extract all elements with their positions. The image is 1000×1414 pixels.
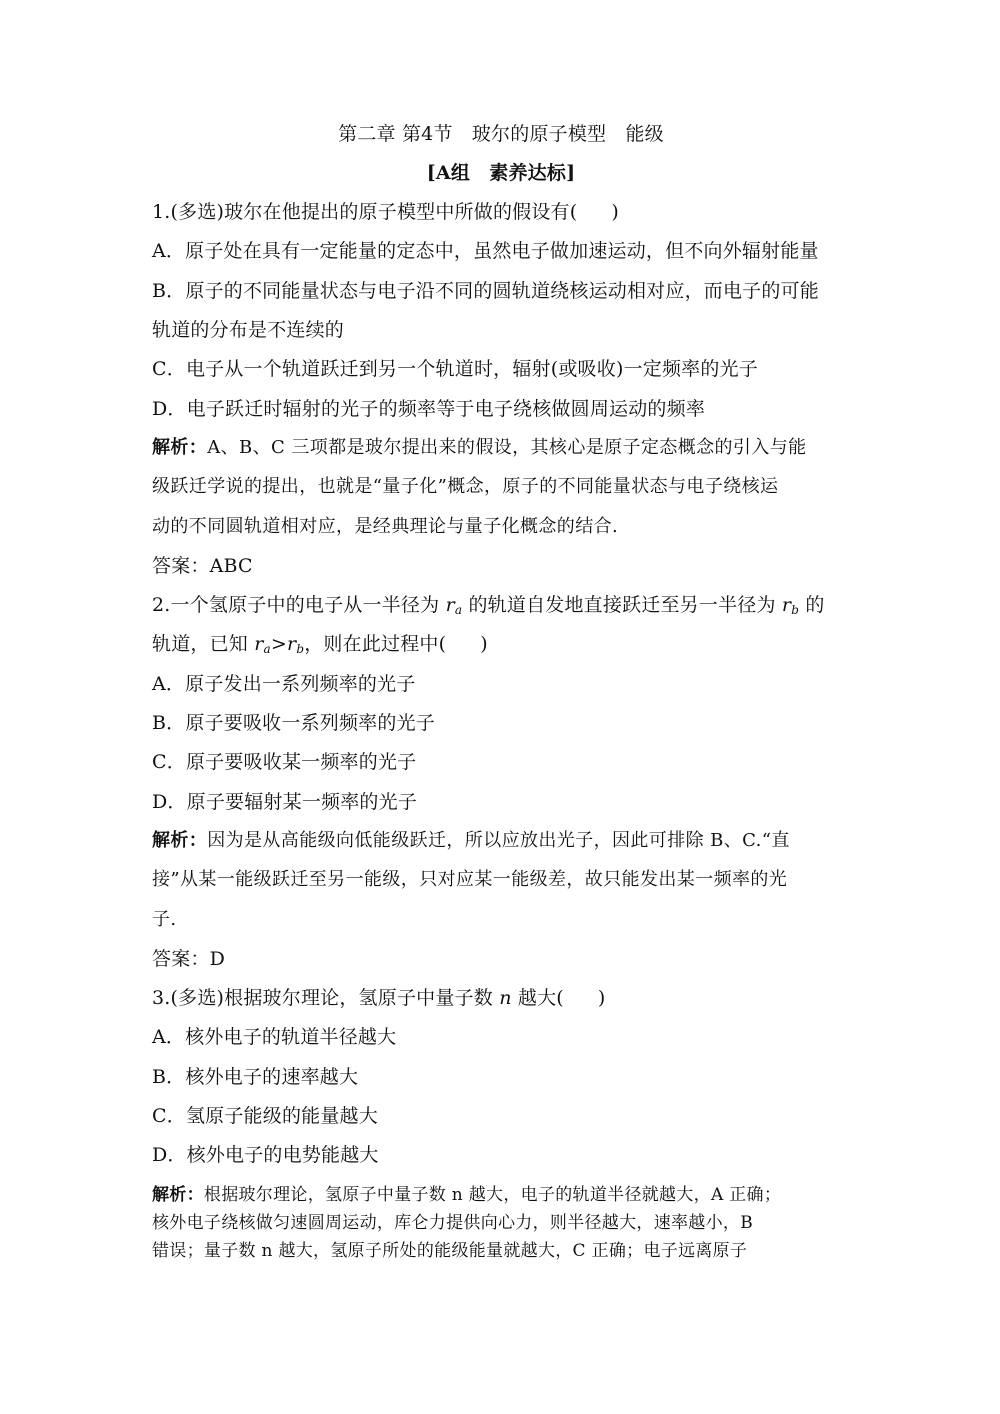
- radius-b-subscript: b: [791, 603, 800, 617]
- question-text: 的轨道自发地直接跃迁至另一半径为: [462, 594, 782, 616]
- question-2-analysis-line-3: 子.: [152, 909, 177, 930]
- question-3-option-d: D．核外电子的电势能越大: [152, 1144, 379, 1166]
- question-2-option-d: D．原子要辐射某一频率的光子: [152, 791, 418, 813]
- question-3-analysis-line-2: 核外电子绕核做匀速圆周运动，库仑力提供向心力，则半径越大，速率越小，B: [152, 1213, 753, 1233]
- question-number: 2.: [152, 594, 171, 616]
- question-2-answer: [152, 947, 225, 971]
- question-2-option-a: A．原子发出一系列频率的光子: [152, 673, 416, 695]
- question-1-analysis-line-2: 级跃迁学说的提出，也就是“量子化”概念，原子的不同能量状态与电子绕核运: [152, 476, 779, 497]
- question-1-option-d: D．电子跃迁时辐射的光子的频率等于电子绕核做圆周运动的频率: [152, 398, 706, 420]
- question-text: (多选)根据玻尔理论，氢原子中量子数: [170, 987, 500, 1009]
- radius-a-subscript: a: [263, 642, 271, 656]
- analysis-label: 解析：: [152, 437, 208, 458]
- question-2-option-b: B．原子要吸收一系列频率的光子: [152, 712, 435, 734]
- radius-b-subscript: b: [296, 642, 305, 656]
- question-number: 1.: [152, 201, 171, 223]
- question-1-option-b-cont: 轨道的分布是不连续的: [152, 319, 345, 341]
- question-text: 轨道，已知: [152, 633, 255, 655]
- radius-b-variable: r: [287, 633, 297, 655]
- section-group-heading: [A组 素养达标]: [426, 162, 576, 184]
- question-1-analysis-line-3: 动的不同圆轨道相对应，是经典理论与量子化概念的结合.: [152, 516, 619, 537]
- question-1-option-a: A．原子处在具有一定能量的定态中，虽然电子做加速运动，但不向外辐射能量: [152, 240, 819, 262]
- question-3-analysis-line-3: 错误；量子数 n 越大，氢原子所处的能级能量就越大，C 正确；电子远离原子: [152, 1241, 748, 1261]
- answer-label: 答案：: [152, 948, 210, 970]
- question-3-option-b: B．核外电子的速率越大: [152, 1066, 359, 1088]
- question-3-option-a: A．核外电子的轨道半径越大: [152, 1026, 397, 1048]
- radius-b-variable: r: [781, 594, 792, 616]
- question-3-option-c: C．氢原子能级的能量越大: [152, 1105, 378, 1127]
- question-1-stem: [152, 200, 619, 224]
- answer-value: D: [209, 948, 226, 970]
- question-text: 一个氢原子中的电子从一半径为: [170, 594, 446, 616]
- question-1-answer: [152, 554, 253, 578]
- question-2-stem: [152, 593, 825, 617]
- radius-a-variable: r: [445, 594, 455, 616]
- radius-a-subscript: a: [454, 603, 463, 617]
- greater-than-sign: >: [270, 633, 288, 655]
- question-1-option-c: C．电子从一个轨道跃迁到另一个轨道时，辐射(或吸收)一定频率的光子: [152, 358, 758, 380]
- quantum-number-variable: n: [499, 987, 512, 1009]
- paren-close: ): [597, 987, 606, 1009]
- question-text: 越大(: [511, 987, 564, 1009]
- question-3-stem: [152, 986, 606, 1010]
- question-2-analysis-line-2: 接”从某一能级跃迁至另一能级，只对应某一能级差，故只能发出某一频率的光: [152, 869, 788, 890]
- analysis-label: 解析：: [152, 830, 208, 851]
- question-2-option-c: C．原子要吸收某一频率的光子: [152, 751, 417, 773]
- question-text: 的: [799, 594, 825, 616]
- question-1-option-b: B．原子的不同能量状态与电子沿不同的圆轨道绕核运动相对应，而电子的可能: [152, 280, 819, 302]
- question-2-stem-cont: [152, 632, 488, 656]
- question-1-analysis-line-1: [152, 436, 807, 460]
- question-2-analysis-line-1: [152, 829, 790, 853]
- radius-a-variable: r: [254, 633, 264, 655]
- analysis-text: 根据玻尔理论，氢原子中量子数 n 越大，电子的轨道半径就越大，A 正确；: [203, 1185, 782, 1205]
- analysis-text: 因为是从高能级向低能级跃迁，所以应放出光子，因此可排除 B、C.“直: [207, 830, 790, 851]
- answer-value: ABC: [209, 555, 253, 577]
- analysis-text: A、B、C 三项都是玻尔提出来的假设，其核心是原子定态概念的引入与能: [207, 437, 807, 458]
- question-text: (多选)玻尔在他提出的原子模型中所做的假设有(: [170, 201, 578, 223]
- question-3-analysis-line-1: [152, 1183, 781, 1207]
- question-text: ，则在此过程中(: [304, 633, 447, 655]
- paren-close: ): [611, 201, 619, 223]
- chapter-title: 第二章 第4节 玻尔的原子模型 能级: [338, 123, 664, 145]
- answer-label: 答案：: [152, 555, 210, 577]
- question-number: 3.: [152, 987, 171, 1009]
- paren-close: ): [480, 633, 488, 655]
- analysis-label: 解析：: [152, 1185, 204, 1205]
